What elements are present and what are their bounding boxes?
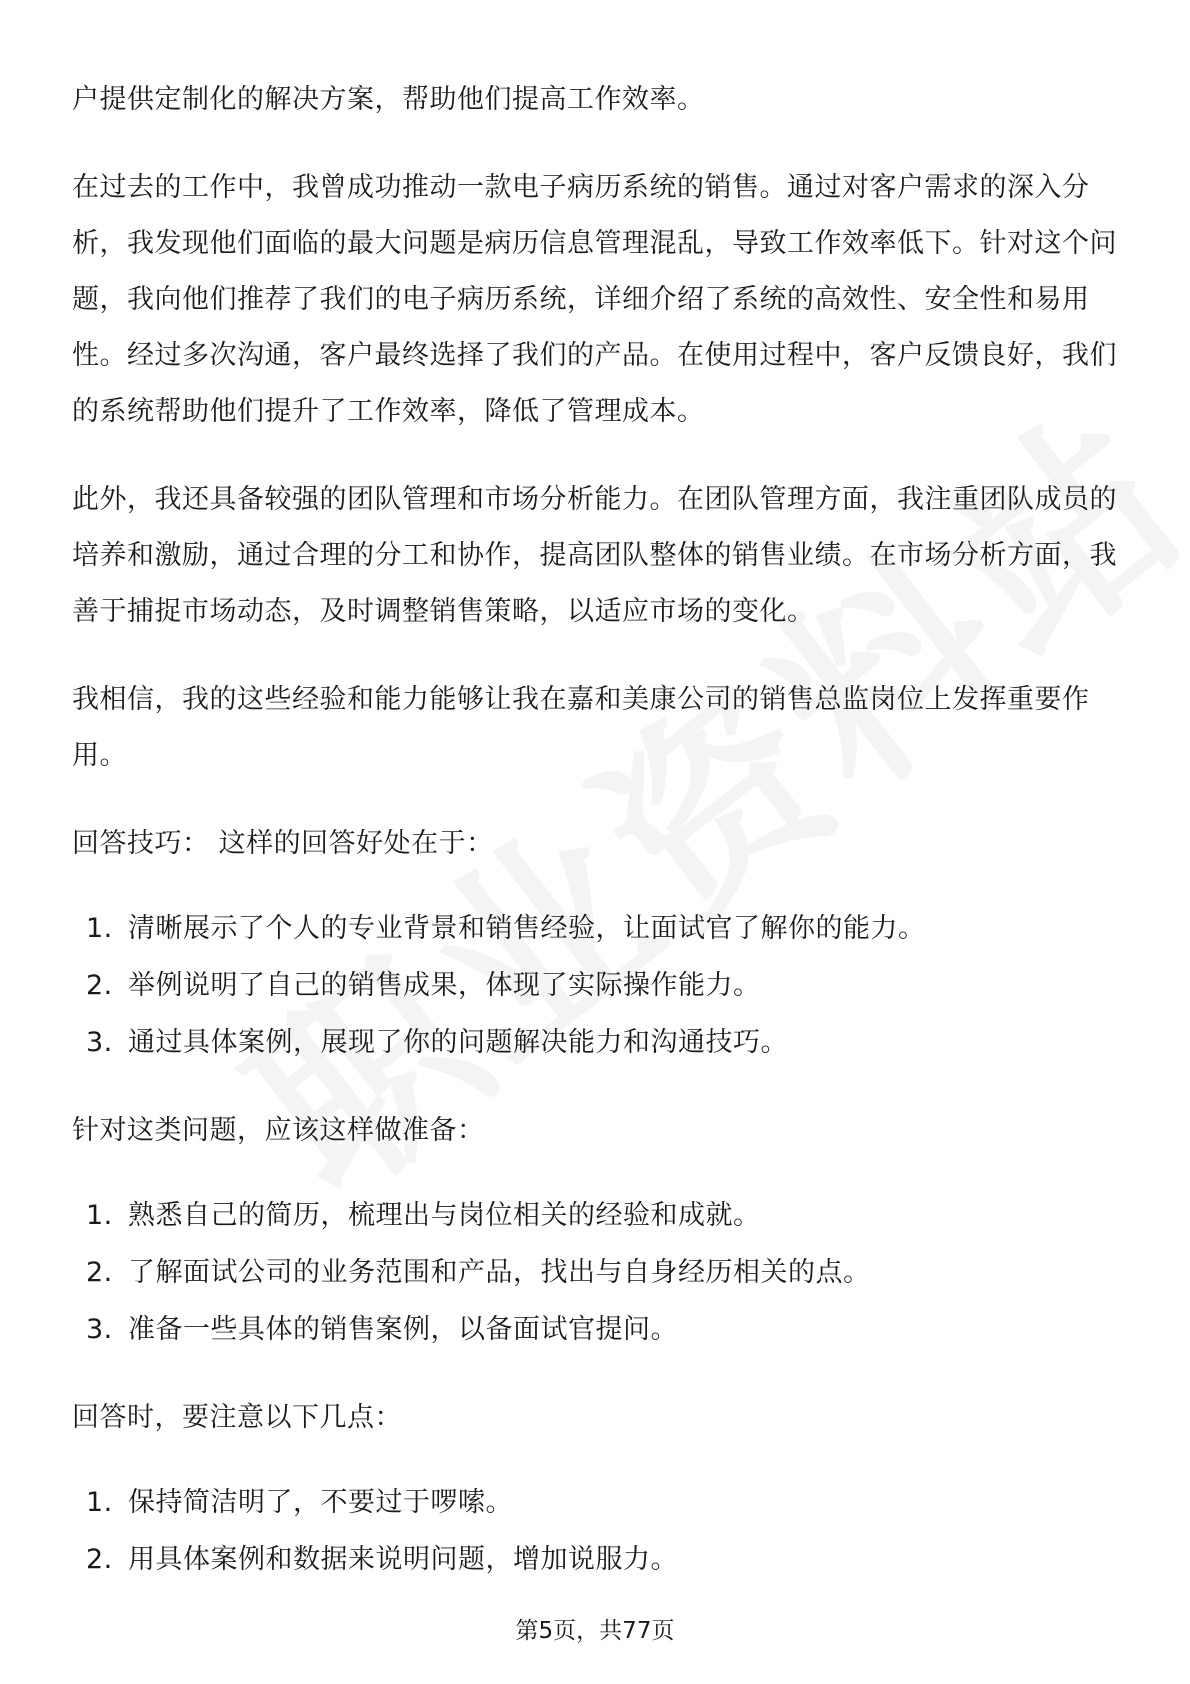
- list-text: 了解面试公司的业务范围和产品，找出与自身经历相关的点。: [128, 1257, 871, 1288]
- list-text: 保持简洁明了，不要过于啰嗦。: [128, 1487, 513, 1518]
- list-number: 1.: [86, 1487, 113, 1518]
- list-item: [72, 957, 1122, 1014]
- prep-heading: 针对这类问题，应该这样做准备：: [72, 1115, 485, 1146]
- list-item: [72, 1244, 1122, 1301]
- list-number: 2.: [86, 970, 113, 1001]
- list-item: [72, 1014, 1122, 1071]
- list-number: 1.: [86, 913, 113, 944]
- list-text: 举例说明了自己的销售成果，体现了实际操作能力。: [128, 970, 761, 1001]
- list-item: [72, 1301, 1122, 1358]
- list-item: [72, 1474, 1122, 1531]
- list-text: 清晰展示了个人的专业背景和销售经验，让面试官了解你的能力。: [128, 913, 926, 944]
- prep-list: [72, 1187, 1122, 1358]
- list-text: 熟悉自己的简历，梳理出与岗位相关的经验和成就。: [128, 1200, 761, 1231]
- list-number: 1.: [86, 1200, 113, 1231]
- notes-list: [72, 1474, 1122, 1588]
- list-item: [72, 1531, 1122, 1588]
- notes-heading: 回答时，要注意以下几点：: [72, 1402, 402, 1433]
- list-number: 3.: [86, 1027, 113, 1058]
- page-content: [72, 72, 1122, 1620]
- page-number-footer: 第5页，共77页: [515, 1618, 675, 1644]
- list-item: [72, 900, 1122, 957]
- paragraph-management: 此外，我还具备较强的团队管理和市场分析能力。在团队管理方面，我注重团队成员的培养和激励，通过合理的分工和协作，提高团队整体的销售业绩。在市场分析方面，我善于捕捉市场动态，及时调整销售策略，以适应市场的变化。: [72, 484, 1117, 627]
- list-item: [72, 1187, 1122, 1244]
- tips-list: [72, 900, 1122, 1071]
- list-text: 用具体案例和数据来说明问题，增加说服力。: [128, 1544, 678, 1575]
- paragraph-intro-tail: 户提供定制化的解决方案，帮助他们提高工作效率。: [72, 84, 705, 115]
- list-number: 3.: [86, 1314, 113, 1345]
- list-number: 2.: [86, 1544, 113, 1575]
- paragraph-case-study: 在过去的工作中，我曾成功推动一款电子病历系统的销售。通过对客户需求的深入分析，我发现他们面临的最大问题是病历信息管理混乱，导致工作效率低下。针对这个问题，我向他们推荐了我们的电子病历系统，详细介绍了系统的高效性、安全性和易用性。经过多次沟通，客户最终选择了我们的产品。在使用过程中，客户反馈良好，我们的系统帮助他们提升了工作效率，降低了管理成本。: [72, 172, 1117, 427]
- list-text: 通过具体案例，展现了你的问题解决能力和沟通技巧。: [128, 1027, 788, 1058]
- paragraph-conclusion: 我相信，我的这些经验和能力能够让我在嘉和美康公司的销售总监岗位上发挥重要作用。: [72, 684, 1090, 771]
- list-number: 2.: [86, 1257, 113, 1288]
- tips-heading: 回答技巧： 这样的回答好处在于：: [72, 828, 494, 859]
- list-text: 准备一些具体的销售案例，以备面试官提问。: [128, 1314, 678, 1345]
